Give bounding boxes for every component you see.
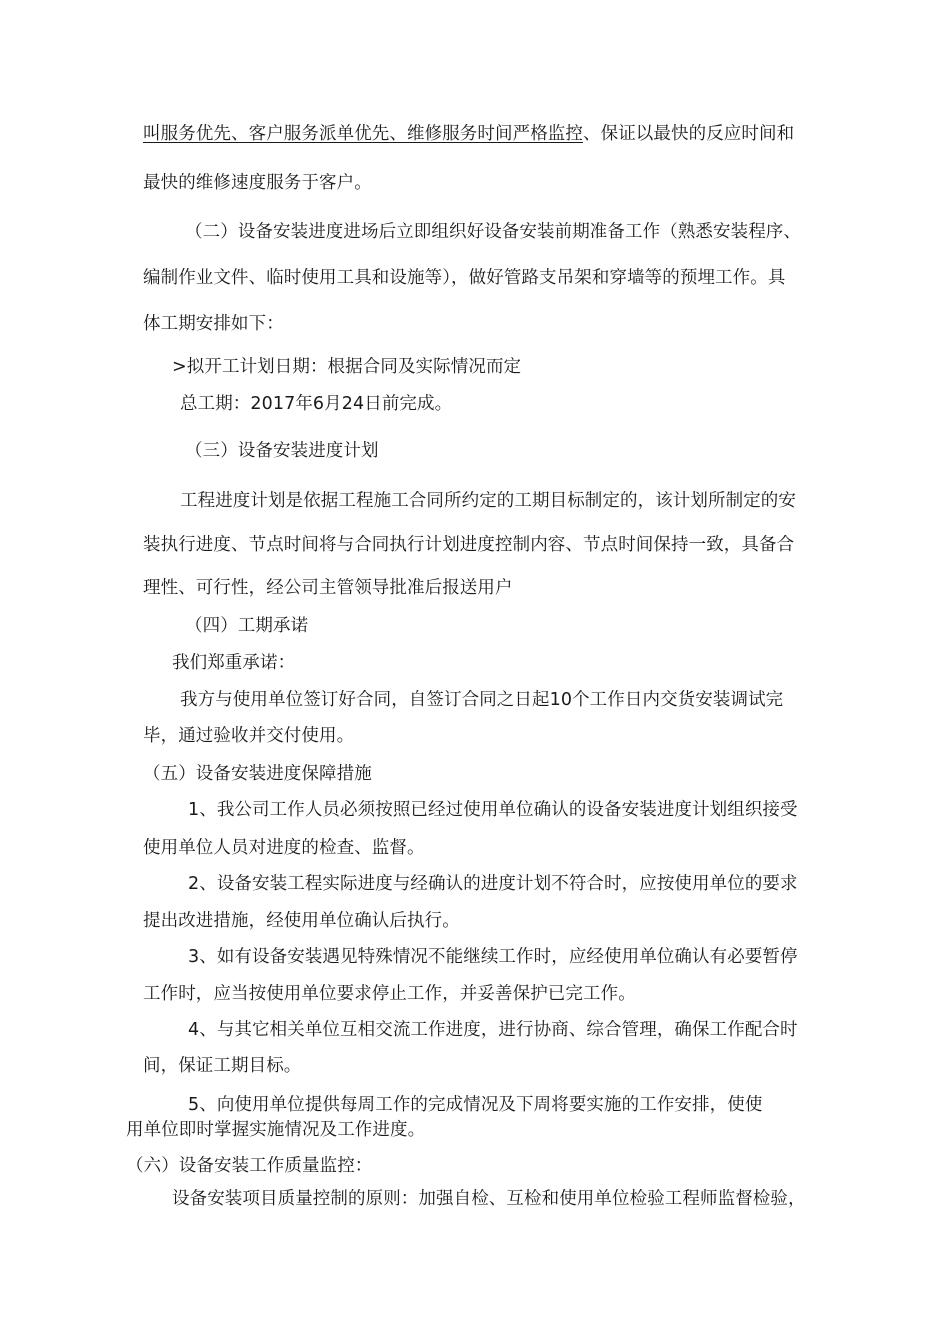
section-heading: （二）设备安装进度进场后立即组织好设备安装前期准备工作（熟悉安装程序、 <box>185 222 801 242</box>
underlined-text: 叫服务优先、客户服务派单优先、维修服务时间严格监控 <box>143 124 583 144</box>
text-line: 设备安装项目质量控制的原则：加强自检、互检和使用单位检验工程师监督检验， <box>172 1189 806 1209</box>
text-line <box>143 122 794 146</box>
text-line: 工程进度计划是依据工程施工合同所约定的工期目标制定的，该计划所制定的安 <box>180 491 796 511</box>
text-line: 使用单位人员对进度的检查、监督。 <box>143 838 425 858</box>
section-heading: （四）工期承诺 <box>185 616 309 636</box>
text-line: 用单位即时掌握实施情况及工作进度。 <box>126 1120 426 1140</box>
text-line: 间，保证工期目标。 <box>143 1056 302 1076</box>
text-line: 最快的维修速度服务于客户。 <box>143 173 372 193</box>
text-segment: 、保证以最快的反应时间和 <box>583 124 795 144</box>
text-line: 理性、可行性，经公司主管领导批准后报送用户 <box>143 578 513 598</box>
text-line: >拟开工计划日期：根据合同及实际情况而定 <box>172 357 522 377</box>
text-line: 提出改进措施，经使用单位确认后执行。 <box>143 911 460 931</box>
text-line: 2、设备安装工程实际进度与经确认的进度计划不符合时，应按使用单位的要求 <box>188 874 798 894</box>
text-line: 总工期：2017年6月24日前完成。 <box>180 394 453 414</box>
section-heading: （三）设备安装进度计划 <box>185 441 379 461</box>
text-line: 毕，通过验收并交付使用。 <box>143 726 355 746</box>
text-line: 编制作业文件、临时使用工具和设施等），做好管路支吊架和穿墙等的预埋工作。具 <box>143 268 786 288</box>
text-line: 5、向使用单位提供每周工作的完成情况及下周将要实施的工作安排，使使 <box>188 1095 763 1115</box>
text-line: 3、如有设备安装遇见特殊情况不能继续工作时，应经使用单位确认有必要暂停 <box>188 947 798 967</box>
text-line: 工作时，应当按使用单位要求停止工作，并妥善保护已完工作。 <box>143 984 636 1004</box>
text-line: 装执行进度、节点时间将与合同执行计划进度控制内容、节点时间保持一致，具备合 <box>143 535 795 555</box>
text-line: 我方与使用单位签订好合同，自签订合同之日起10个工作日内交货安装调试完 <box>180 690 784 710</box>
text-line: 4、与其它相关单位互相交流工作进度，进行协商、综合管理，确保工作配合时 <box>188 1020 798 1040</box>
section-heading: （五）设备安装进度保障措施 <box>143 764 372 784</box>
text-line: 体工期安排如下： <box>143 314 284 334</box>
text-line: 我们郑重承诺： <box>172 653 296 673</box>
section-heading: （六）设备安装工作质量监控： <box>126 1156 373 1176</box>
text-line: 1、我公司工作人员必须按照已经过使用单位确认的设备安装进度计划组织接受 <box>188 800 798 820</box>
